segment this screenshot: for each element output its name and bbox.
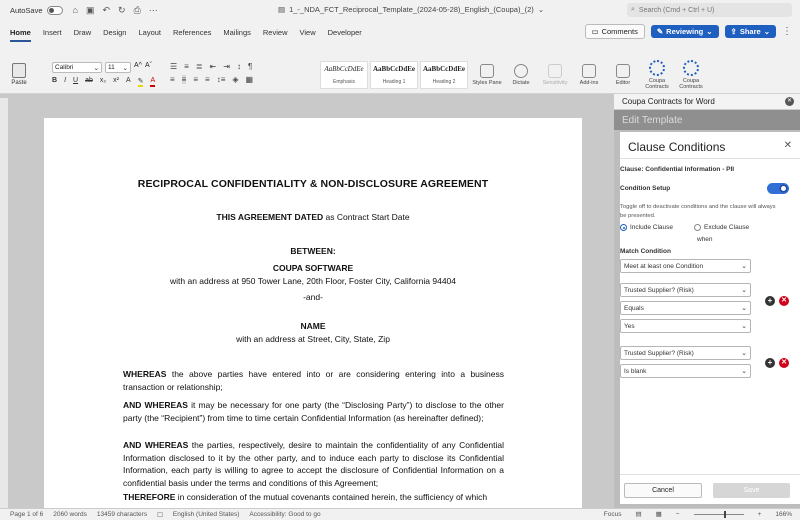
include-clause-label: Include Clause: [630, 224, 673, 231]
chevron-down-icon: ⌄: [741, 287, 747, 294]
font-name-select[interactable]: [52, 62, 102, 73]
coupa-contracts-label: Coupa Contracts: [679, 77, 703, 90]
sort-icon[interactable]: ↕: [236, 61, 241, 71]
divider: [620, 158, 800, 159]
party1-name: COUPA SOFTWARE: [272, 263, 354, 273]
chevron-down-icon: ⌄: [741, 350, 747, 357]
condition-2-field-value: Trusted Supplier? (Risk): [624, 349, 694, 357]
add-condition-icon[interactable]: +: [765, 358, 775, 368]
character-count: 13459 characters: [96, 511, 148, 518]
match-condition-label: Match Condition: [620, 248, 671, 255]
comment-icon: ▭: [591, 27, 599, 36]
condition-help-text: Toggle off to deactivate conditions and the clause will always be presented.: [620, 204, 776, 219]
party2-address: with an address at Street, City, State, Zip: [236, 334, 390, 344]
style-preview: AaBbCcDdEe: [324, 64, 364, 73]
more-options-icon[interactable]: ⋮: [782, 26, 792, 37]
close-icon[interactable]: ✕: [786, 98, 793, 104]
style-name: Heading 1: [382, 78, 406, 85]
style-name: Emphasis: [333, 78, 355, 85]
font-color-icon[interactable]: A: [150, 77, 155, 87]
borders-icon[interactable]: ▦: [245, 74, 254, 84]
styles-pane-button[interactable]: [472, 64, 502, 86]
quick-access-toolbar: [73, 5, 158, 16]
increase-indent-icon[interactable]: ⇥: [223, 61, 230, 71]
match-condition-select[interactable]: [620, 259, 751, 273]
chevron-down-icon: ⌄: [706, 27, 713, 36]
paste-button[interactable]: [4, 63, 34, 86]
search-icon: ⌕: [631, 6, 635, 13]
condition-2-operator-value: Is blank: [624, 367, 647, 375]
coupa-contracts-button-1[interactable]: [642, 60, 672, 90]
view-controls: [594, 510, 792, 518]
document-page[interactable]: [44, 118, 582, 508]
comments-label: Comments: [601, 27, 638, 36]
font-size-select[interactable]: [105, 62, 131, 73]
cancel-button[interactable]: Cancel: [624, 483, 702, 498]
recital-2-bold: AND WHEREAS: [123, 400, 188, 410]
condition-2-field-select[interactable]: [620, 346, 751, 360]
condition-setup-toggle[interactable]: [767, 183, 789, 194]
dated-rest: as Contract Start Date: [323, 212, 410, 222]
radio-selected-icon: [620, 224, 627, 231]
dictate-button[interactable]: [506, 64, 536, 86]
search-placeholder: Search (Cmd + Ctrl + U): [638, 6, 715, 14]
font-size-value: 11: [108, 64, 115, 71]
style-preview: AaBbCcDdEe: [372, 64, 415, 73]
editor-icon: [616, 64, 630, 78]
clipboard-icon: [12, 63, 26, 78]
proofing-icon[interactable]: ☐: [157, 511, 163, 519]
chevron-down-icon: ⌄: [741, 305, 747, 312]
zoom-slider[interactable]: [694, 514, 744, 515]
tab-references[interactable]: References: [173, 28, 212, 37]
tab-review[interactable]: Review: [262, 28, 288, 37]
paste-label: Paste: [11, 80, 27, 86]
style-heading-1[interactable]: [370, 61, 418, 89]
coupa-icon: [683, 60, 699, 76]
web-layout-icon[interactable]: ▦: [655, 511, 662, 518]
document-icon: ▤: [278, 5, 286, 14]
delete-condition-icon[interactable]: ✕: [779, 358, 789, 368]
condition-setup-label: Condition Setup: [620, 185, 671, 192]
home-icon[interactable]: ⌂: [72, 4, 78, 15]
italic-icon[interactable]: I: [64, 77, 67, 84]
recital-4: [123, 491, 504, 504]
styles-pane-label: Styles Pane: [472, 79, 502, 86]
tab-list: [4, 24, 368, 41]
font-group: [52, 62, 160, 87]
paragraph-group: [170, 62, 310, 88]
print-icon[interactable]: ⎙: [133, 4, 141, 15]
multilevel-list-icon[interactable]: ≣: [195, 61, 203, 71]
sensitivity-label: Sensitivity: [542, 79, 568, 86]
dialog-footer: [620, 474, 800, 504]
zoom-out-icon[interactable]: −: [675, 510, 680, 518]
save-icon[interactable]: ▣: [85, 4, 95, 15]
align-left-icon[interactable]: ≡: [170, 74, 175, 84]
font-name-value: Calibri: [55, 64, 74, 71]
exclude-clause-label: Exclude Clause: [704, 224, 750, 231]
sensitivity-button[interactable]: [540, 64, 570, 86]
style-preview: AaBbCcDdEe: [422, 64, 465, 73]
coupa-panel: [614, 94, 800, 508]
comments-button[interactable]: [585, 24, 645, 39]
addins-button[interactable]: [574, 64, 604, 86]
tab-draw[interactable]: Draw: [73, 28, 92, 37]
align-center-icon[interactable]: ≡: [181, 74, 187, 84]
exclude-clause-radio[interactable]: [694, 224, 749, 231]
recital-1-bold: WHEREAS: [123, 369, 167, 379]
document-title[interactable]: [278, 5, 544, 14]
accessibility-status[interactable]: Accessibility: Good to go: [249, 511, 321, 518]
chevron-down-icon: ⌄: [741, 368, 747, 375]
decrease-indent-icon[interactable]: ⇤: [209, 61, 217, 71]
title-bar: [0, 0, 800, 20]
add-condition-icon[interactable]: +: [765, 296, 775, 306]
recital-4-bold: THEREFORE: [123, 492, 176, 502]
editor-button[interactable]: [608, 64, 638, 86]
chevron-down-icon: ⌄: [537, 5, 545, 14]
shading-icon[interactable]: ◈: [232, 74, 239, 84]
edit-template-heading: [614, 110, 800, 130]
recital-3: [123, 439, 504, 489]
subscript-icon[interactable]: x₂: [99, 77, 107, 84]
zoom-in-icon[interactable]: +: [757, 510, 762, 518]
chevron-down-icon: ⌄: [122, 64, 128, 72]
share-label: Share: [739, 27, 761, 36]
tab-view[interactable]: View: [299, 28, 316, 37]
agreement-dated: [44, 212, 582, 222]
coupa-contracts-button-2[interactable]: [676, 60, 706, 90]
condition-2-operator-select[interactable]: [620, 364, 751, 378]
tab-design[interactable]: Design: [103, 28, 127, 37]
redo-icon[interactable]: ↻: [118, 4, 126, 15]
condition-1-operator-select[interactable]: [620, 301, 751, 315]
and-separator: -and-: [303, 292, 323, 302]
condition-1-operator-value: Equals: [624, 304, 644, 312]
dialog-title: Clause Conditions: [628, 140, 726, 154]
include-clause-radio[interactable]: [620, 224, 673, 231]
tab-mailings[interactable]: Mailings: [223, 28, 251, 37]
style-name: Heading 2: [432, 78, 456, 85]
home-ribbon: [0, 56, 800, 94]
share-icon: ⇪: [730, 27, 737, 36]
numbering-icon[interactable]: ≡: [184, 61, 189, 71]
share-button[interactable]: [725, 25, 776, 38]
print-layout-icon[interactable]: ▤: [635, 511, 642, 518]
autosave[interactable]: [10, 6, 63, 15]
condition-1-field-select[interactable]: [620, 283, 751, 297]
chevron-down-icon: ⌄: [763, 27, 770, 36]
addins-icon: [582, 64, 596, 78]
clause-conditions-dialog: [620, 132, 800, 504]
ribbon-tabs: [0, 20, 800, 56]
radio-unselected-icon: [694, 224, 701, 231]
status-bar: [0, 508, 800, 520]
underline-icon[interactable]: U: [73, 77, 79, 84]
recital-1: [123, 368, 504, 393]
editor-label: Editor: [615, 79, 631, 86]
styles-pane-icon: [480, 64, 494, 78]
delete-condition-icon[interactable]: ✕: [779, 296, 789, 306]
condition-1-value: Yes: [624, 322, 635, 330]
bullets-icon[interactable]: ☰: [170, 61, 178, 71]
styles-gallery: [320, 61, 468, 89]
reviewing-label: Reviewing: [666, 27, 704, 36]
tab-layout[interactable]: Layout: [138, 28, 162, 37]
match-condition-value: Meet at least one Condition: [624, 262, 704, 270]
highlight-icon[interactable]: ✎: [137, 78, 144, 85]
pencil-icon: ✎: [656, 27, 664, 36]
addins-label: Add-ins: [579, 79, 599, 86]
line-spacing-icon[interactable]: ↕≡: [216, 74, 226, 84]
party2-name: NAME: [300, 321, 326, 331]
style-heading-2[interactable]: [420, 61, 468, 89]
panel-header-title: Coupa Contracts for Word: [622, 97, 715, 106]
recital-2-text: it may be necessary for one party (the “Disclosing Party”) to disclose to the other party (the “Recipient”) from time to time certain Confidential Information (as hereinafter defined);: [123, 400, 504, 423]
more-icon[interactable]: ⋯: [148, 4, 158, 15]
undo-icon[interactable]: ↶: [102, 4, 111, 15]
word-count[interactable]: 2060 words: [53, 511, 87, 518]
recital-2: [123, 399, 504, 424]
clause-label: Clause: Confidential Information - PII: [620, 166, 735, 173]
when-label: when: [697, 236, 713, 243]
agreement-title: RECIPROCAL CONFIDENTIALITY & NON-DISCLOSURE AGREEMENT: [137, 178, 489, 190]
reviewing-button[interactable]: [651, 25, 719, 38]
chevron-down-icon: ⌄: [741, 263, 747, 270]
microphone-icon: [514, 64, 528, 78]
document-area[interactable]: [0, 94, 614, 508]
condition-1-field-value: Trusted Supplier? (Risk): [624, 286, 694, 294]
autosave-toggle[interactable]: [47, 6, 63, 15]
recital-3-text: the parties, respectively, desire to maintain the confidentiality of any Confidential Information disclosed to it by the other party, and to induce each party to disclose its Confidential Information, each party is willing to agree to accept the disclosure of Confidential Information on a confidential basis under the terms and conditions of this Agreement;: [123, 440, 504, 488]
vertical-ruler: [0, 98, 8, 508]
align-right-icon[interactable]: ≡: [193, 74, 199, 84]
party1-address: with an address at 950 Tower Lane, 20th Floor, Foster City, California 94404: [169, 276, 456, 286]
shrink-font-icon[interactable]: Aˇ: [144, 62, 152, 69]
condition-1-value-select[interactable]: [620, 319, 751, 333]
justify-icon[interactable]: ≡: [205, 74, 210, 84]
strikethrough-icon[interactable]: ab: [85, 77, 93, 84]
tab-home[interactable]: Home: [4, 24, 37, 41]
tab-insert[interactable]: Insert: [42, 28, 62, 37]
edit-template-label: Edit Template: [622, 114, 683, 126]
zoom-level[interactable]: 166%: [775, 510, 792, 518]
grow-font-icon[interactable]: A^: [134, 62, 142, 69]
dictate-label: Dictate: [512, 79, 530, 86]
autosave-label: AutoSave: [10, 5, 43, 15]
recital-4-text: in consideration of the mutual covenants contained herein, the sufficiency of which: [175, 492, 488, 502]
close-icon[interactable]: ✕: [783, 140, 792, 151]
save-button[interactable]: Save: [713, 483, 790, 498]
recital-1-text: the above parties have entered into or are considering entering into a business transaction or relationship;: [123, 369, 504, 392]
chevron-down-icon: ⌄: [741, 323, 747, 330]
coupa-contracts-label: Coupa Contracts: [645, 77, 669, 90]
search-input[interactable]: [627, 3, 792, 17]
recital-3-bold: AND WHEREAS: [123, 440, 189, 450]
dated-bold: THIS AGREEMENT DATED: [216, 212, 324, 222]
language[interactable]: English (United States): [172, 511, 240, 518]
bold-icon[interactable]: B: [52, 77, 58, 84]
text-effects-icon[interactable]: A: [125, 77, 131, 84]
document-title-text: 1_-_NDA_FCT_Reciprocal_Template_(2024-05-28)_English_(Coupa)_(2): [289, 5, 534, 14]
tab-developer[interactable]: Developer: [327, 28, 362, 37]
sensitivity-icon: [548, 64, 562, 78]
focus-button[interactable]: Focus: [603, 510, 622, 518]
chevron-down-icon: ⌄: [93, 64, 99, 72]
panel-header: [614, 94, 800, 110]
page-count[interactable]: Page 1 of 6: [10, 511, 44, 518]
style-emphasis[interactable]: [320, 61, 368, 89]
between-heading: BETWEEN:: [290, 246, 336, 256]
coupa-icon: [649, 60, 665, 76]
superscript-icon[interactable]: x²: [113, 77, 119, 84]
pilcrow-icon[interactable]: ¶: [247, 61, 253, 71]
